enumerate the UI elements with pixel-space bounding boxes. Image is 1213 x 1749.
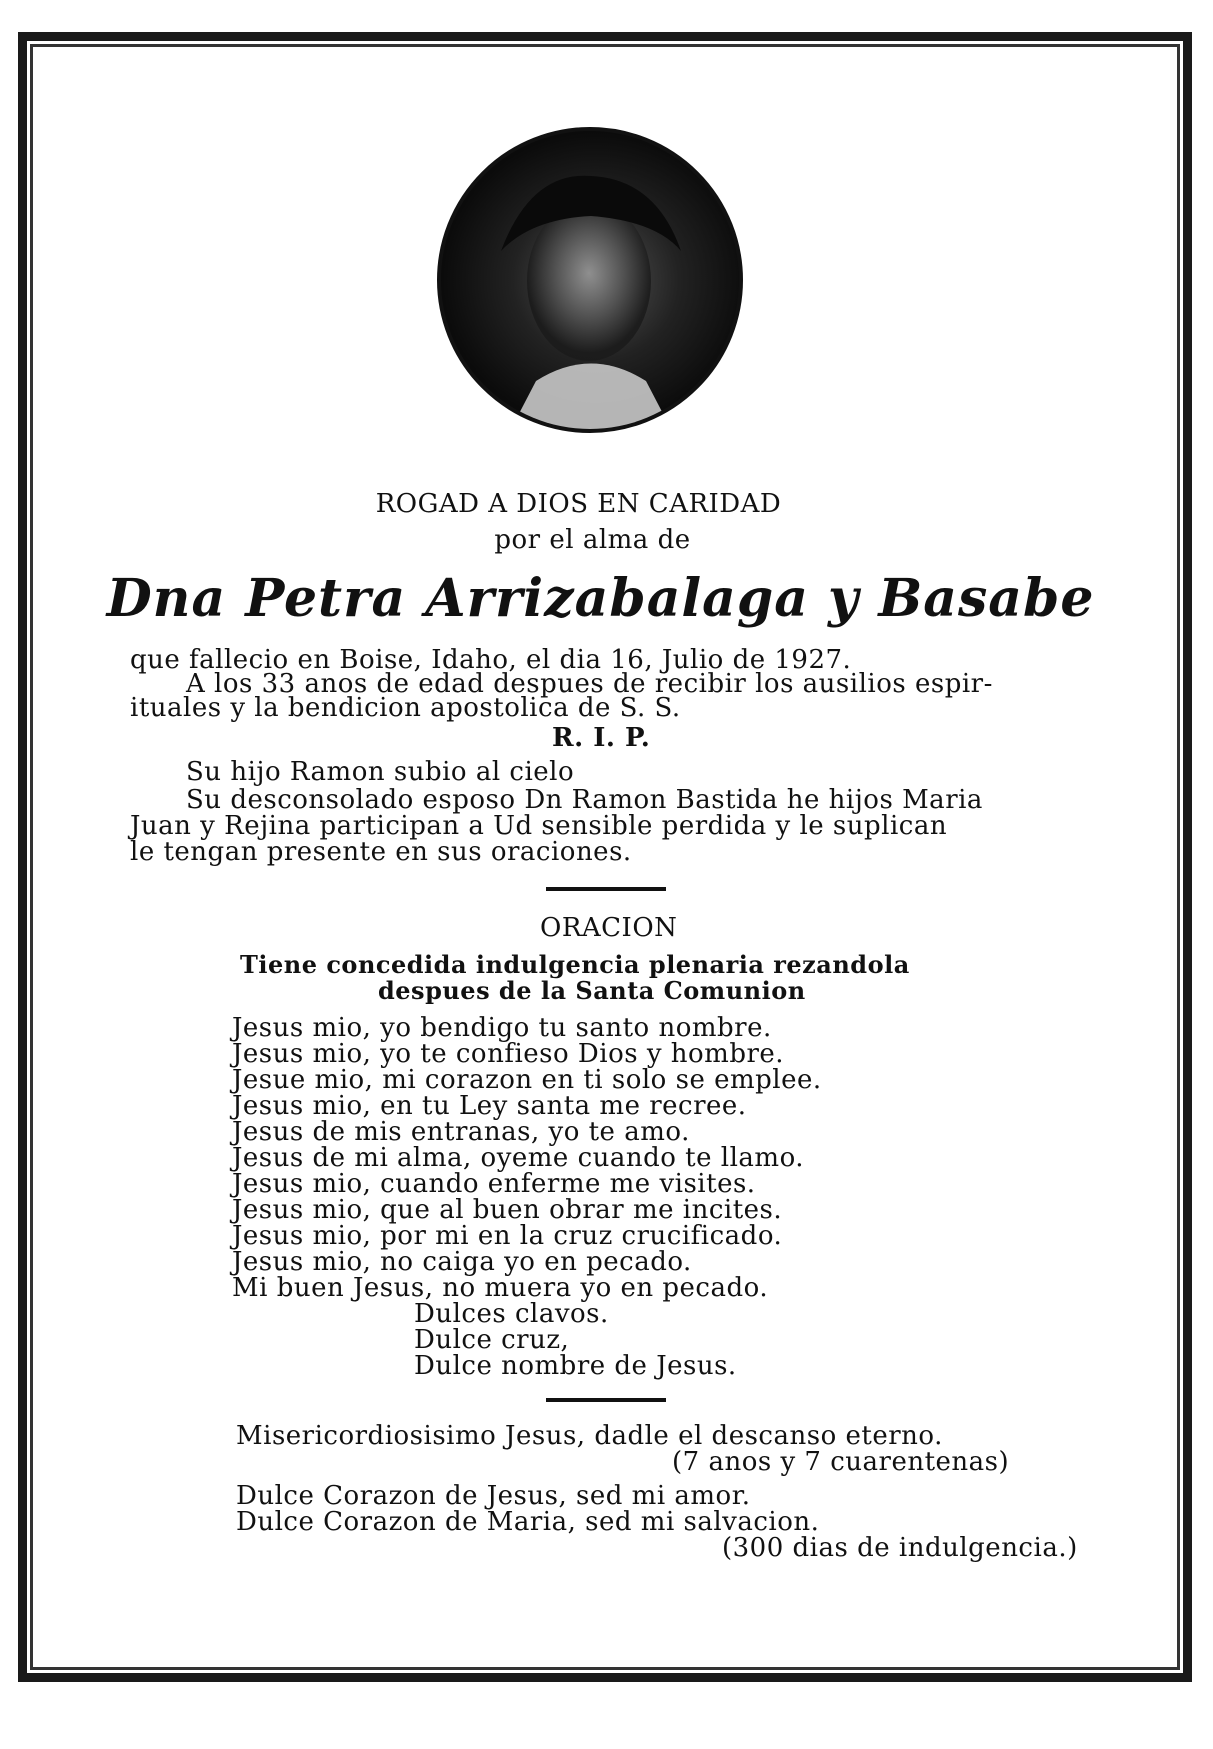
verse-7: Jesus mio, cuando enferme me visites. [232, 1169, 756, 1199]
oracion-title: ORACION [540, 913, 678, 943]
verse-4: Jesus mio, en tu Ley santa me recree. [232, 1091, 747, 1121]
footer-line-2: (7 anos y 7 cuarentenas) [672, 1447, 1010, 1477]
divider-2 [546, 1398, 666, 1402]
rip: R. I. P. [552, 723, 651, 753]
verse-2: Jesus mio, yo te confieso Dios y hombre. [232, 1039, 785, 1069]
verse-11: Mi buen Jesus, no muera yo en pecado. [232, 1273, 769, 1303]
verse-6: Jesus de mi alma, oyeme cuando te llamo. [232, 1143, 805, 1173]
portrait-image [441, 131, 739, 429]
oracion-sub-2: despues de la Santa Comunion [378, 976, 806, 1005]
verse-10: Jesus mio, no caiga yo en pecado. [232, 1247, 692, 1277]
rogad-heading: ROGAD A DIOS EN CARIDAD [375, 489, 782, 519]
body-line-1: que fallecio en Boise, Idaho, el dia 16, Julio de 1927. [130, 645, 852, 675]
footer-line-1: Misericordiosisimo Jesus, dadle el descanso eterno. [236, 1421, 943, 1451]
verse-3: Jesue mio, mi corazon en ti solo se emplee. [232, 1065, 822, 1095]
body-line-6: Juan y Rejina participan a Ud sensible perdida y le suplican [130, 811, 948, 841]
dulces-3: Dulce nombre de Jesus. [414, 1351, 737, 1381]
divider-1 [546, 887, 666, 891]
deceased-name: Dna Petra Arrizabalaga y Basabe [106, 568, 1095, 629]
por-el-alma: por el alma de [494, 525, 691, 555]
body-line-4: Su hijo Ramon subio al cielo [186, 757, 575, 787]
verse-8: Jesus mio, que al buen obrar me incites. [232, 1195, 783, 1225]
body-line-5: Su desconsolado esposo Dn Ramon Bastida he hijos Maria [186, 785, 983, 815]
footer-line-3: Dulce Corazon de Jesus, sed mi amor. [236, 1481, 751, 1511]
body-line-7: le tengan presente en sus oraciones. [130, 837, 632, 867]
dulces-2: Dulce cruz, [414, 1325, 570, 1355]
verse-5: Jesus de mis entranas, yo te amo. [232, 1117, 690, 1147]
body-line-3: ituales y la bendicion apostolica de S. S. [130, 693, 681, 723]
oracion-sub-1: Tiene concedida indulgencia plenaria rezandola [240, 950, 910, 979]
verse-1: Jesus mio, yo bendigo tu santo nombre. [232, 1013, 772, 1043]
body-line-2: A los 33 anos de edad despues de recibir los ausilios espir- [186, 669, 993, 699]
dulces-1: Dulces clavos. [414, 1299, 609, 1329]
verse-9: Jesus mio, por mi en la cruz crucificado. [232, 1221, 783, 1251]
footer-line-5: (300 dias de indulgencia.) [722, 1533, 1078, 1563]
footer-line-4: Dulce Corazon de Maria, sed mi salvacion. [236, 1507, 820, 1537]
portrait-photo [437, 127, 743, 433]
